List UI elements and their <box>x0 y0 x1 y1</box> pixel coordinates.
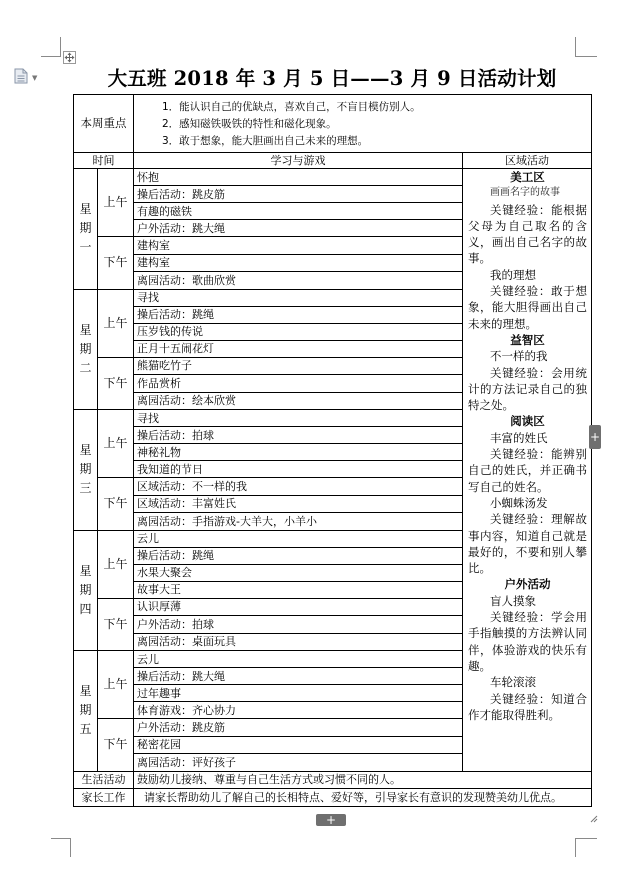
activity-cell: 离园活动：绘本欣赏 <box>134 392 463 410</box>
header-study: 学习与游戏 <box>134 153 463 169</box>
day-label: 星期二 <box>74 289 98 410</box>
afternoon-label: 下午 <box>98 357 134 410</box>
activity-cell: 过年趣事 <box>134 685 463 702</box>
morning-label: 上午 <box>98 651 134 719</box>
area-key-experience: 关键经验：会用统计的方法记录自己的独特之处。 <box>468 365 587 413</box>
area-title: 益智区 <box>510 332 545 347</box>
keypoints-label: 本周重点 <box>74 95 134 153</box>
resize-handle-icon[interactable] <box>590 815 598 823</box>
activity-cell: 户外活动：跳大绳 <box>134 220 463 237</box>
activity-cell: 水果大聚会 <box>134 564 463 581</box>
day-label: 星期三 <box>74 410 98 531</box>
area-key-experience: 关键经验：能根据父母为自己取名的含义，画出自己名字的故事。 <box>468 202 587 266</box>
activity-cell: 熊猫吃竹子 <box>134 357 463 375</box>
afternoon-label: 下午 <box>98 719 134 772</box>
activity-plan-table <box>73 94 592 807</box>
area-key-experience: 关键经验：能辨别自己的姓氏，并正确书写自己的姓名。 <box>468 447 587 494</box>
area-activity-name: 画画名字的故事 <box>490 187 560 199</box>
add-row-button[interactable]: + <box>589 425 601 449</box>
morning-label: 上午 <box>98 289 134 357</box>
crop-mark <box>575 838 576 857</box>
header-row <box>74 153 592 169</box>
life-row <box>74 771 592 788</box>
crop-mark <box>575 838 597 839</box>
crop-mark <box>60 37 61 56</box>
header-area: 区域活动 <box>463 153 592 169</box>
activity-cell: 区域活动：不一样的我 <box>134 478 463 496</box>
activity-cell: 云儿 <box>134 530 463 547</box>
area-activity-name: 不一样的我 <box>490 349 548 364</box>
activity-cell: 操后活动：跳皮筋 <box>134 186 463 203</box>
activity-cell: 操后活动：跳大绳 <box>134 668 463 685</box>
activity-cell: 操后活动：跳绳 <box>134 306 463 323</box>
area-key-experience: 关键经验：敢于想象，能大胆得画出自己未来的理想。 <box>468 284 587 331</box>
keypoints-row <box>74 95 592 153</box>
keypoints-list <box>134 95 592 153</box>
day-label: 星期四 <box>74 530 98 651</box>
header-time: 时间 <box>74 153 134 169</box>
life-label: 生活活动 <box>74 771 134 788</box>
area-activities-cell <box>463 169 592 772</box>
chevron-down-icon[interactable]: ▼ <box>32 74 38 82</box>
activity-cell: 云儿 <box>134 651 463 668</box>
area-title: 阅读区 <box>510 414 545 429</box>
area-key-experience: 关键经验：知道合作才能取得胜利。 <box>468 691 587 722</box>
area-activity-name: 小蜘蛛汤发 <box>490 495 548 510</box>
crop-mark <box>575 37 576 56</box>
area-key-experience: 关键经验：理解故事内容，知道自己就是最好的，不要和别人攀比。 <box>468 512 587 576</box>
activity-cell: 离园活动：手指游戏-大羊大，小羊小 <box>134 513 463 531</box>
keypoint-item: 2．感知磁铁吸铁的特性和磁化现象。 <box>162 117 337 130</box>
activity-cell: 建构室 <box>134 254 463 272</box>
area-activity-name: 车轮滚滚 <box>490 675 536 690</box>
activity-cell: 寻找 <box>134 410 463 427</box>
activity-cell: 神秘礼物 <box>134 444 463 461</box>
activity-cell: 户外活动：跳皮筋 <box>134 719 463 737</box>
activity-cell: 建构室 <box>134 237 463 255</box>
activity-cell: 压岁钱的传说 <box>134 323 463 340</box>
activity-cell: 户外活动：拍球 <box>134 616 463 634</box>
activity-cell: 寻找 <box>134 289 463 306</box>
area-activity-name: 我的理想 <box>490 267 536 282</box>
activity-cell: 区域活动：丰富姓氏 <box>134 495 463 513</box>
activity-cell: 秘密花园 <box>134 736 463 754</box>
keypoint-item: 1．能认识自己的优缺点，喜欢自己，不盲目模仿别人。 <box>162 100 421 113</box>
move-icon[interactable] <box>63 51 76 64</box>
activity-cell: 正月十五闹花灯 <box>134 340 463 357</box>
area-activity-name: 盲人摸象 <box>490 593 536 608</box>
morning-label: 上午 <box>98 530 134 598</box>
activity-row <box>74 169 592 186</box>
crop-mark <box>575 56 597 57</box>
parents-row <box>74 788 592 806</box>
area-title: 户外活动 <box>504 577 551 592</box>
activity-cell: 有趣的磁铁 <box>134 203 463 220</box>
life-text: 鼓励幼儿接纳、尊重与自己生活方式或习惯不同的人。 <box>134 771 592 788</box>
activity-cell: 离园活动：评好孩子 <box>134 754 463 772</box>
activity-cell: 体育游戏：齐心协力 <box>134 702 463 719</box>
activity-cell: 操后活动：跳绳 <box>134 547 463 564</box>
crop-mark <box>41 56 61 57</box>
parents-text: 请家长帮助幼儿了解自己的长相特点、爱好等，引导家长有意识的发现赞美幼儿优点。 <box>134 788 592 806</box>
page-title: 大五班 2018 年 3 月 5 日——3 月 9 日活动计划 <box>107 67 557 90</box>
crop-mark <box>51 838 71 839</box>
add-column-button[interactable]: + <box>316 814 346 826</box>
area-activity-name: 丰富的姓氏 <box>490 430 548 445</box>
day-label: 星期一 <box>74 169 98 290</box>
activity-cell: 我知道的节日 <box>134 461 463 478</box>
day-label: 星期五 <box>74 651 98 772</box>
document-icon[interactable] <box>14 68 28 84</box>
afternoon-label: 下午 <box>98 478 134 531</box>
parents-label: 家长工作 <box>74 788 134 806</box>
activity-cell: 怀抱 <box>134 169 463 186</box>
morning-label: 上午 <box>98 169 134 237</box>
activity-cell: 故事大王 <box>134 581 463 598</box>
morning-label: 上午 <box>98 410 134 478</box>
area-title: 美工区 <box>510 170 545 184</box>
afternoon-label: 下午 <box>98 237 134 290</box>
keypoint-item: 3．敢于想象，能大胆画出自己未来的理想。 <box>162 134 369 147</box>
crop-mark <box>70 838 71 857</box>
activity-cell: 离园活动：歌曲欣赏 <box>134 272 463 290</box>
activity-cell: 认识厚薄 <box>134 598 463 616</box>
activity-cell: 作品赏析 <box>134 375 463 393</box>
activity-cell: 操后活动：拍球 <box>134 427 463 444</box>
afternoon-label: 下午 <box>98 598 134 651</box>
activity-cell: 离园活动：桌面玩具 <box>134 633 463 651</box>
area-key-experience: 关键经验：学会用手指触摸的方法辨认同伴，体验游戏的快乐有趣。 <box>468 610 587 673</box>
